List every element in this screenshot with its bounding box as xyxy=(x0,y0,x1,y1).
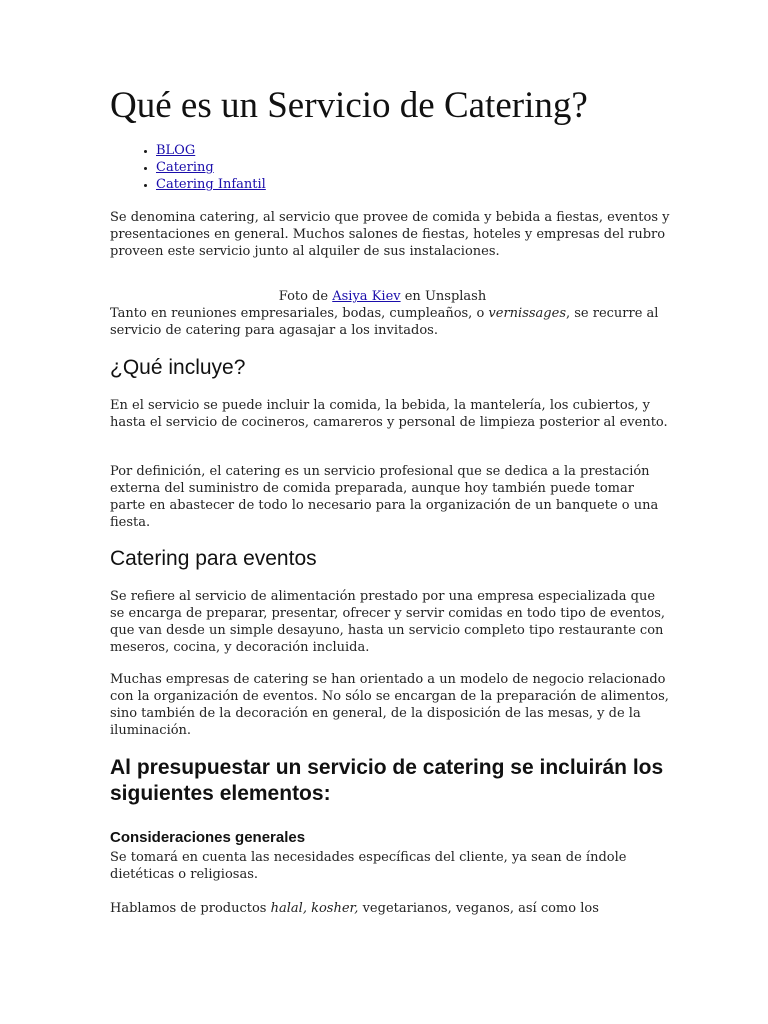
category-link-blog[interactable]: BLOG xyxy=(156,143,196,158)
category-item xyxy=(156,176,266,193)
consideraciones-paragraph-1: Se tomará en cuenta las necesidades específicas del cliente, ya sean de índole dietéticas o religiosas. xyxy=(110,850,627,882)
subheading-consideraciones: Consideraciones generales xyxy=(110,829,306,846)
photo-caption xyxy=(110,288,655,305)
intro-paragraph: Se denomina catering, al servicio que provee de comida y bebida a fiestas, eventos y presentaciones en general. Muchos salones de fiestas, hoteles y empresas del rubro proveen este servicio junto al alquiler de sus instalaciones. xyxy=(110,210,670,259)
page-title: Qué es un Servicio de Catering? xyxy=(110,85,588,126)
reunion-text-after: , se recurre al servicio de catering para agasajar a los invitados. xyxy=(110,306,659,338)
heading-que-incluye: ¿Qué incluye? xyxy=(110,356,246,379)
productos-text-before: Hablamos de productos xyxy=(110,901,271,916)
category-link-catering-infantil[interactable]: Catering Infantil xyxy=(156,177,266,192)
heading-catering-eventos: Catering para eventos xyxy=(110,547,317,570)
category-list xyxy=(110,142,266,193)
category-item xyxy=(156,142,266,159)
heading-presupuesto: Al presupuestar un servicio de catering se incluirán los siguientes elementos: xyxy=(110,756,664,805)
incluye-paragraph-1: En el servicio se puede incluir la comida, la bebida, la mantelería, los cubiertos, y hasta el servicio de cocineros, camareros y personal de limpieza posterior al evento. xyxy=(110,398,668,430)
reunion-paragraph xyxy=(110,305,670,339)
eventos-paragraph-2: Muchas empresas de catering se han orientado a un modelo de negocio relacionado con la organización de eventos. No sólo se encargan de la preparación de alimentos, sino también de la decoración en general, de la disposición de las mesas, y de la iluminación. xyxy=(110,672,669,738)
photo-caption-prefix: Foto de xyxy=(278,289,333,304)
consideraciones-paragraph-2 xyxy=(110,900,670,917)
category-item xyxy=(156,159,266,176)
category-link-catering[interactable]: Catering xyxy=(156,160,214,175)
productos-text-emphasis: halal, kosher, xyxy=(270,901,359,916)
reunion-text-before: Tanto en reuniones empresariales, bodas, cumpleaños, o xyxy=(110,306,489,321)
photo-author-link[interactable]: Asiya Kiev xyxy=(332,289,401,304)
incluye-paragraph-2: Por definición, el catering es un servicio profesional que se dedica a la prestación externa del suministro de comida preparada, aunque hoy también puede tomar parte en abastecer de todo lo necesario para la organización de un banquete o una fiesta. xyxy=(110,464,659,530)
reunion-text-emphasis: vernissages xyxy=(488,306,566,321)
eventos-paragraph-1: Se refiere al servicio de alimentación prestado por una empresa especializada que se encarga de preparar, presentar, ofrecer y servir comidas en todo tipo de eventos, que van desde un simple desayuno, hasta un servicio completo tipo restaurante con meseros, cocina, y decoración incluida. xyxy=(110,589,666,655)
photo-caption-suffix: en Unsplash xyxy=(400,289,487,304)
productos-text-after: vegetarianos, veganos, así como los xyxy=(358,901,599,916)
